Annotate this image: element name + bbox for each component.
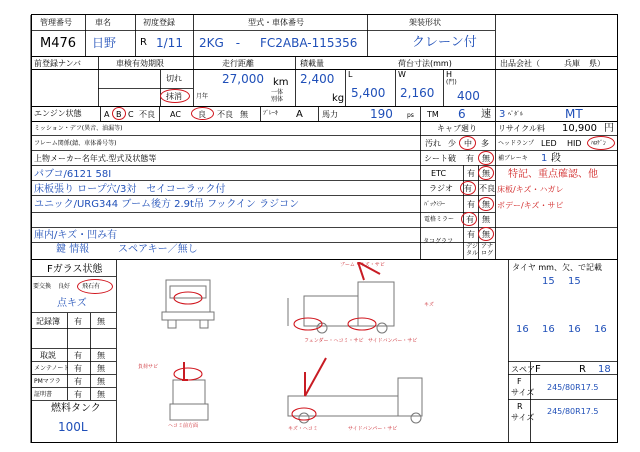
glass-title: Fガラス状態 [47, 264, 103, 275]
tm-label: TM [427, 110, 439, 119]
ac-good-circle [191, 107, 214, 120]
note-3: ボデー/キズ・サビ [497, 201, 564, 210]
f-size: 245/80R17.5 [547, 383, 599, 392]
prev-plate-label: 前登録ナンバ [34, 59, 82, 68]
km-unit: km [273, 77, 289, 88]
inspection-label: 車検有効期限 [116, 59, 164, 68]
kizu-note: キズ [424, 302, 434, 308]
grade-b-circle [112, 107, 126, 120]
radio-good: 有 [464, 184, 472, 193]
etc-no-circle [478, 166, 494, 180]
boom-note: ブーム・キズ・サビ [340, 262, 385, 268]
speed-label: 速 [481, 109, 491, 120]
ac-bad: 不良 [217, 110, 233, 119]
engine-bad: 不良 [139, 110, 155, 119]
records-label: 記録簿 [36, 317, 60, 326]
seller-label: 出品会社（ [500, 59, 540, 68]
glass-chip: 飛石有 [82, 283, 101, 290]
grade-a: A [104, 110, 110, 119]
keys-value: スペアキー／無し [118, 244, 198, 255]
records-yes: 有 [74, 317, 82, 326]
aux-brake-label: 補ブレーキ [498, 155, 528, 162]
headlamp-label: ヘッドランプ [498, 140, 535, 147]
etc-no: 無 [482, 169, 490, 178]
aux-brake-value: 1 [541, 153, 548, 164]
H-label: H [446, 70, 453, 79]
ac-good: 良 [198, 110, 206, 119]
ps-unit: ps [407, 112, 414, 119]
radio-bad: 不良 [479, 184, 495, 193]
expired-label: 切れ [166, 74, 182, 83]
capacity-label: 積載量 [300, 59, 324, 68]
tm-value: 6 [458, 107, 466, 121]
r-label: R [517, 402, 523, 411]
pm-yes: 有 [74, 377, 82, 386]
back-mirror-yes: 有 [467, 200, 475, 209]
manual-yes: 有 [74, 351, 82, 360]
halogen-circle [587, 136, 615, 150]
maker: 日野 [92, 36, 117, 50]
upper-label: 上物メーカー名年式.型式及状態等 [34, 154, 157, 163]
tire-front-1: 15 [542, 276, 555, 287]
back-mirror-circle [478, 197, 494, 211]
mgmt-no: M476 [40, 36, 77, 51]
mt-value: MT [565, 107, 583, 121]
tacho-label: タコグラフ [423, 238, 454, 245]
first-reg: 1/11 [156, 36, 183, 50]
cert-label: 証明書 [34, 391, 53, 398]
f-label: F [517, 377, 522, 386]
seller-suffix: 県） [589, 59, 605, 68]
oil-note: 負荷サビ [138, 364, 159, 370]
dirty-more: 多 [481, 139, 489, 148]
deleted-label: 抹消 [166, 92, 182, 101]
tacho-tal: タル [466, 250, 479, 257]
spare-f: F [535, 364, 541, 375]
engine-label: エンジン状態 [34, 109, 82, 118]
ac-label: AC [170, 110, 181, 119]
one-piece-b: 別体 [271, 96, 284, 103]
capacity: 2,400 [300, 72, 335, 86]
item-2: 床板張り ロープ穴/3対 セイコーラック付 [34, 184, 226, 195]
recycle-value: 10,900 [562, 123, 597, 134]
W-value: 2,160 [400, 86, 435, 100]
glass-replace: 要交換 [33, 283, 52, 290]
keys-label: 鍵 情報 [56, 244, 90, 255]
bumper-note: サイドバンパー・サビ [368, 338, 418, 344]
one-piece-a: 一体 [271, 89, 284, 96]
spare-r-value: 18 [598, 364, 611, 375]
spare-r: R [579, 364, 586, 375]
tacho-analog: アナ [481, 243, 494, 250]
dirty-label: 汚れ [425, 139, 441, 148]
tire-title: タイヤ mm、欠、で記載 [512, 263, 602, 272]
brake-label: ﾌﾞﾚｰｷ [263, 110, 279, 117]
cert-yes: 有 [74, 390, 82, 399]
item-4: 庫内/キズ・凹み有 [34, 230, 118, 241]
e-mirror-label: 電格ミラー [424, 216, 455, 223]
e-mirror-circle [461, 212, 477, 226]
spare-label: スペア [511, 365, 535, 374]
tacho-log: ログ [481, 250, 494, 257]
headlamp-hid: HID [567, 139, 582, 148]
f-size-label: サイズ [511, 388, 535, 397]
manual-label: 取説 [40, 351, 56, 360]
pm-no: 無 [97, 377, 105, 386]
year-month: 月年 [196, 93, 209, 100]
body-type: クレーン付 [412, 35, 477, 50]
era: R [140, 37, 147, 48]
seat-no: 無 [482, 154, 490, 163]
maint-no: 無 [97, 364, 105, 373]
recycle-yen: 円 [604, 123, 614, 134]
pedal-label: ﾍﾟﾀﾞﾙ [508, 111, 524, 118]
cert-no: 無 [97, 390, 105, 399]
ac-none: 無 [240, 110, 248, 119]
truck-diagram [118, 262, 506, 440]
tire-rear-4: 16 [594, 324, 607, 335]
hp-value: 190 [370, 107, 393, 121]
tacho-yes: 有 [467, 230, 475, 239]
fender-note: フェンダー・ヘコミ・サビ [304, 338, 364, 344]
model-no: FC2ABA-115356 [260, 36, 358, 50]
glass-chip-circle [77, 279, 113, 294]
tire-rear-3: 16 [568, 324, 581, 335]
item-1: パブコ/6121 58I [34, 169, 112, 180]
etc-yes: 有 [467, 169, 475, 178]
back-mirror-no: 無 [482, 200, 490, 209]
grade-c: C [128, 110, 134, 119]
note-2: 床板/キズ・ハガレ [497, 185, 564, 194]
e-mirror-yes: 有 [466, 215, 474, 224]
tire-rear-1: 16 [516, 324, 529, 335]
etc-label: ETC [431, 169, 447, 178]
maint-yes: 有 [74, 364, 82, 373]
mileage-label: 走行距離 [222, 59, 254, 68]
fuel-value: 100L [58, 420, 88, 434]
mgmt-no-label: 管理番号 [40, 18, 72, 27]
glass-result: 点キズ [57, 298, 87, 309]
kg-unit: kg [332, 93, 345, 104]
dirty-less: 少 [448, 139, 456, 148]
deleted-circle [160, 89, 190, 103]
H-unit: (門) [446, 79, 457, 86]
glass-ok: 良好 [58, 283, 71, 290]
back-mirror-label: ﾊﾞｯｸﾐﾗｰ [424, 201, 446, 208]
pm-label: PMマフラ [34, 378, 61, 385]
hecomi-note: ヘコミ前方面 [168, 423, 199, 429]
tacho-no-circle [478, 227, 494, 241]
pedal-value: 3 [499, 109, 506, 120]
fuel-label: 燃料タンク [51, 403, 101, 414]
hp-label: 馬力 [322, 110, 338, 119]
recycle-label: リサイクル料 [498, 124, 545, 133]
cargo-dim-label: 荷台寸法(mm) [398, 59, 452, 68]
records-no: 無 [97, 317, 105, 326]
seat-no-circle [478, 151, 494, 165]
tire-rear-2: 16 [542, 324, 555, 335]
W-label: W [398, 70, 406, 79]
headlamp-led: LED [541, 139, 557, 148]
tacho-digital: デジ [466, 243, 478, 250]
manual-no: 無 [97, 351, 105, 360]
model-label: 型式・車体番号 [248, 18, 304, 27]
headlamp-halogen: ﾊﾛｹﾞﾝ [591, 140, 607, 147]
maker-label: 車名 [95, 18, 111, 27]
seat-label: シート破 [424, 154, 456, 163]
cab-label: キャブ廻り [437, 124, 477, 133]
radio-label: ラジオ [429, 184, 453, 193]
body-label: 架装形状 [409, 18, 441, 27]
H-value: 400 [457, 89, 480, 103]
r-size: 245/80R17.5 [547, 407, 599, 416]
e-mirror-no: 無 [482, 215, 490, 224]
tire-front-2: 15 [568, 276, 581, 287]
aux-brake-stage: 段 [551, 153, 561, 164]
r-size-label: サイズ [511, 413, 535, 422]
radio-good-circle [460, 181, 476, 195]
brake-value: A [296, 109, 303, 120]
dirty-mid-circle [459, 136, 476, 150]
note-1: 特記、重点確認、他 [508, 169, 598, 180]
side-bumper-note: サイドバンパー・サビ [348, 426, 398, 432]
tacho-no: 無 [482, 230, 490, 239]
mission-label: ミッション・デフ(異音、油漏等) [34, 125, 123, 132]
maint-label: メンテノート [34, 365, 70, 372]
mileage: 27,000 [222, 72, 264, 86]
first-reg-label: 初度登録 [143, 18, 175, 27]
kizu-hecomi-note: キズ・ヘコミ [288, 426, 318, 432]
frame-label: フレーム関係(錆、車体番号等) [34, 140, 117, 147]
L-label: L [348, 70, 353, 79]
seat-yes: 有 [466, 154, 474, 163]
dirty-mid: 中 [464, 139, 472, 148]
model-prefix: 2KG - [199, 36, 241, 50]
seller-pref: 兵庫 [564, 59, 580, 68]
L-value: 5,400 [351, 86, 386, 100]
grade-b: B [116, 110, 122, 119]
item-3: ユニック/URG344 ブーム後方 2.9t吊 フックイン ラジコン [34, 199, 300, 210]
